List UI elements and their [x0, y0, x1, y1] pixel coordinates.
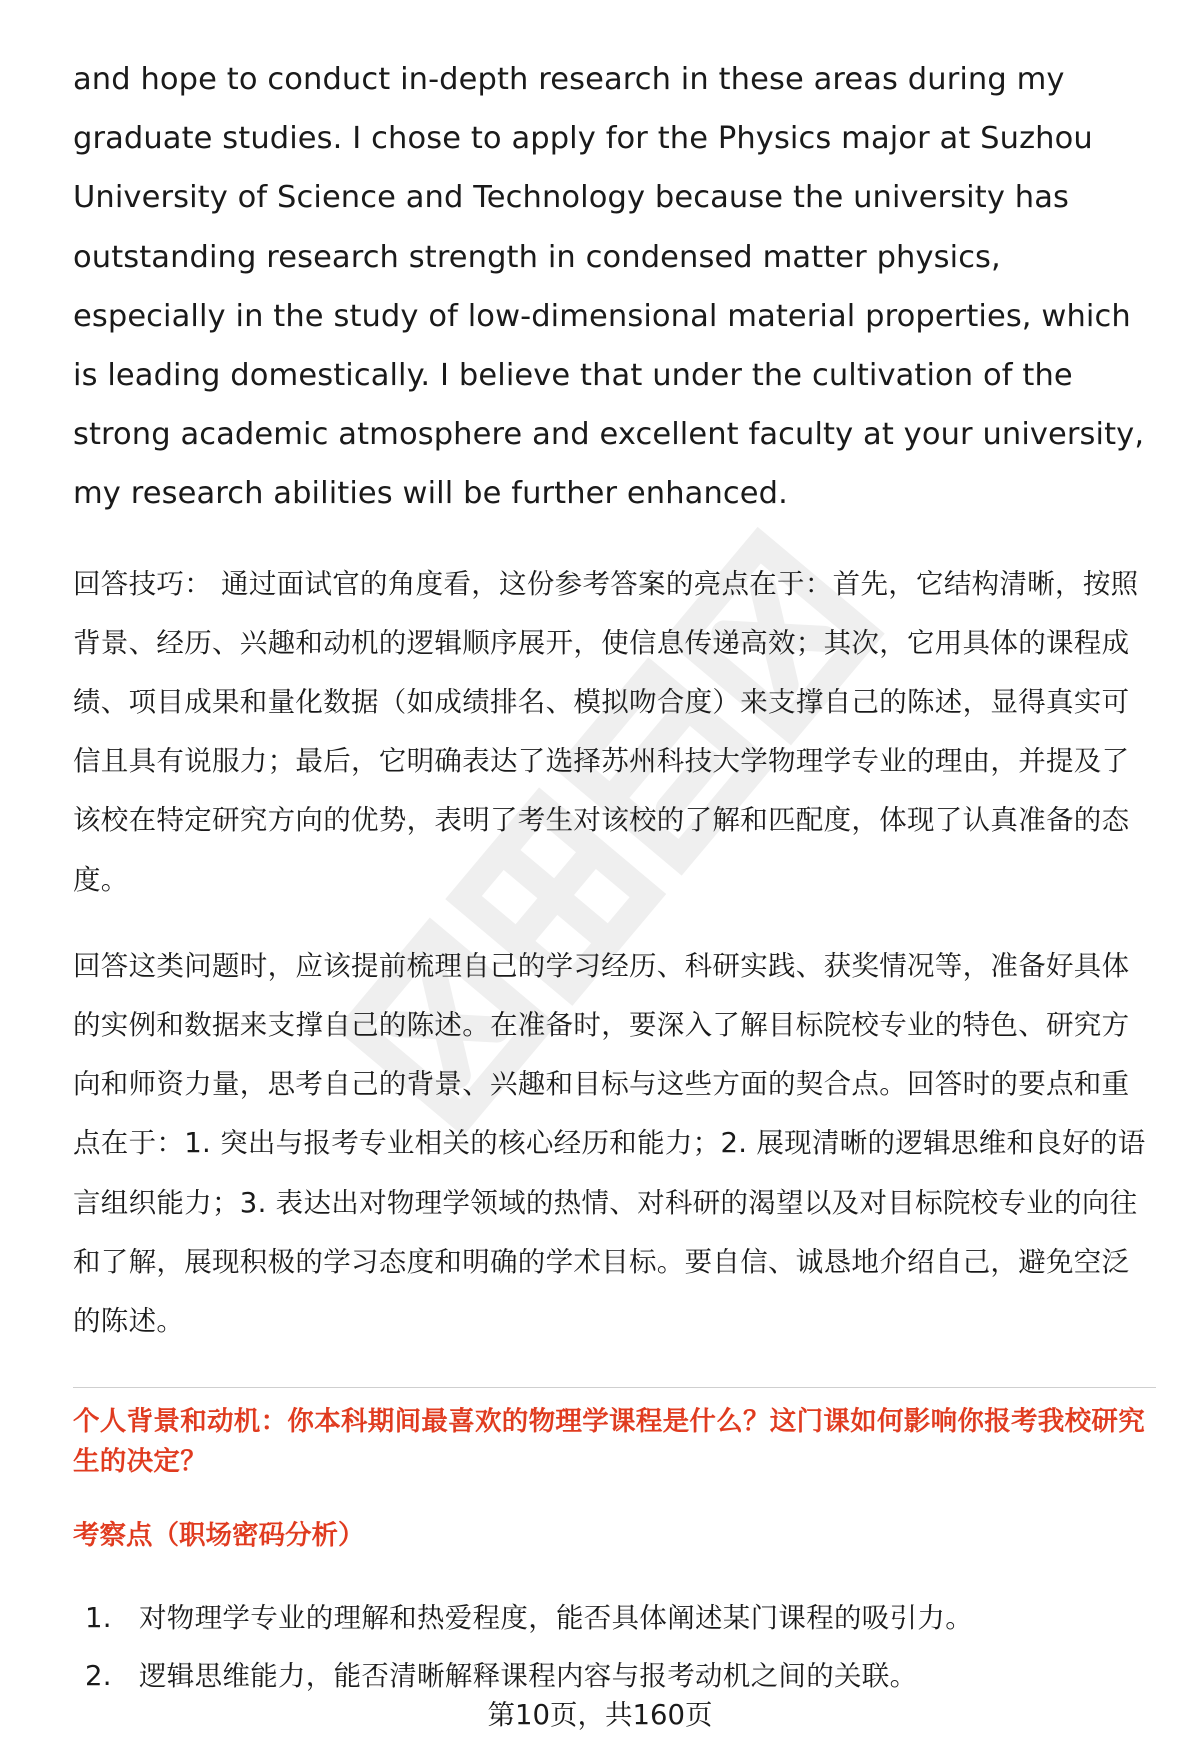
list-item-text: 对物理学专业的理解和热爱程度，能否具体阐述某门课程的吸引力。 — [139, 1602, 973, 1635]
section-divider — [73, 1387, 1156, 1388]
evaluation-points-list — [73, 1589, 1156, 1705]
list-item-text: 逻辑思维能力，能否清晰解释课程内容与报考动机之间的关联。 — [139, 1660, 918, 1693]
page-number-footer: 第10页，共160页 — [487, 1699, 713, 1731]
list-item-number: 2. — [85, 1660, 112, 1693]
answer-tips-paragraph: 回答技巧： 通过面试官的角度看，这份参考答案的亮点在于：首先，它结构清晰，按照背景、经历、兴趣和动机的逻辑顺序展开，使信息传递高效；其次，它用具体的课程成绩、项目成果和量化数据（如成绩排名、模拟吻合度）来支撑自己的陈述，显得真实可信且具有说服力；最后，它明确表达了选择苏州科技大学物理学专业的理由，并提及了该校在特定研究方向的优势，表明了考生对该校的了解和匹配度，体现了认真准备的态度。 — [73, 567, 1139, 896]
list-item — [73, 1589, 1156, 1647]
list-item-number: 1. — [85, 1602, 112, 1635]
answer-guidance-paragraph: 回答这类问题时，应该提前梳理自己的学习经历、科研实践、获奖情况等，准备好具体的实例和数据来支撑自己的陈述。在准备时，要深入了解目标院校专业的特色、研究方向和师资力量，思考自己的背景、兴趣和目标与这些方面的契合点。回答时的要点和重点在于：1. 突出与报考专业相关的核心经历和能力；2. 展现清晰的逻辑思维和良好的语言组织能力；3. 表达出对物理学领域的热情、对科研的渴望以及对目标院校专业的向往和了解，展现积极的学习态度和明确的学术目标。要自信、诚恳地介绍自己，避免空泛的陈述。 — [73, 949, 1146, 1338]
evaluation-points-heading: 考察点（职场密码分析） — [73, 1520, 365, 1552]
english-paragraph: and hope to conduct in-depth research in these areas during my graduate studies. I chose to apply for the Physics major at Suzhou University of Science and Technology because the university has outstanding research strength in condensed matter physics, especially in the study of low-dimensional material properties, which is leading domestically. I believe that under the cultivation of the strong academic atmosphere and excellent faculty at your university, my research abilities will be further enhanced. — [73, 62, 1145, 512]
question-heading: 个人背景和动机：你本科期间最喜欢的物理学课程是什么？这门课如何影响你报考我校研究生的决定？ — [73, 1406, 1145, 1478]
